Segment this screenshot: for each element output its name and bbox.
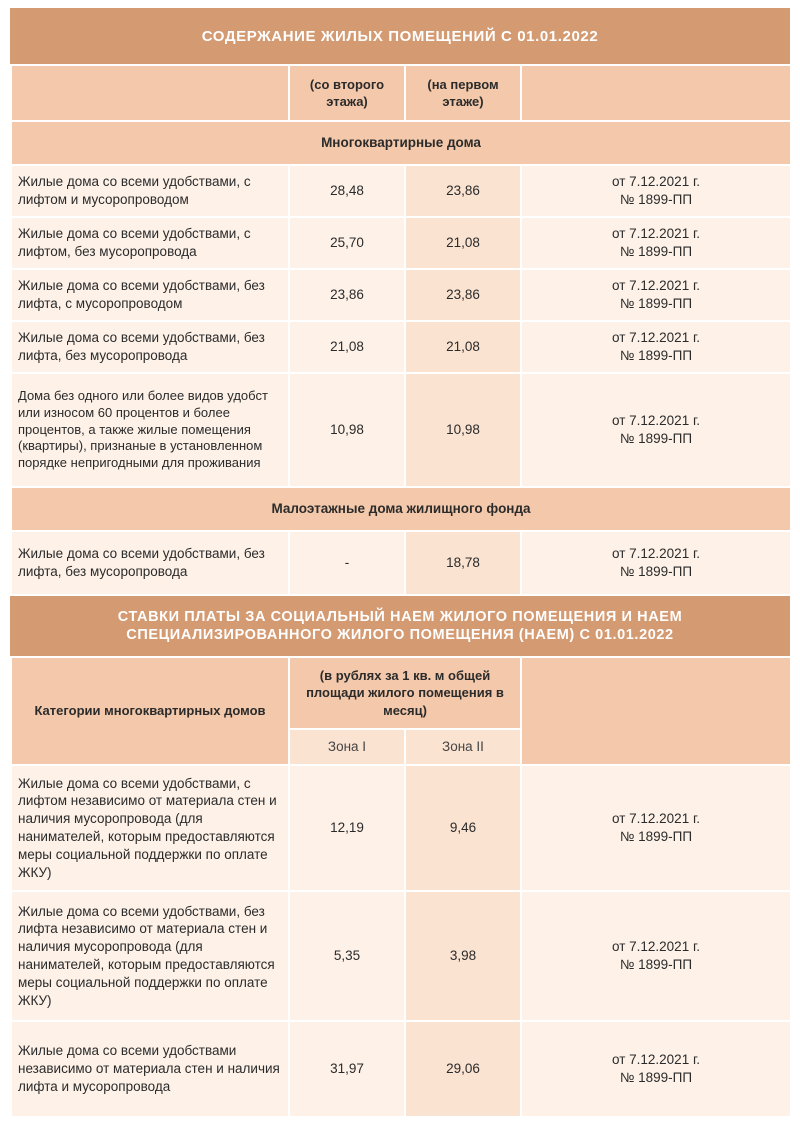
table-row: [11, 269, 791, 321]
row-value-2: 23,86: [405, 269, 521, 321]
group-header-row: [11, 121, 791, 165]
section1-title: СОДЕРЖАНИЕ ЖИЛЫХ ПОМЕЩЕНИЙ С 01.01.2022: [10, 8, 790, 64]
zone-1-header: Зона I: [289, 729, 405, 765]
section1-header-empty: [11, 65, 289, 121]
row-value-zone-1: 5,35: [289, 891, 405, 1021]
row-value-2: 23,86: [405, 165, 521, 217]
doc-date: от 7.12.2021 г.: [612, 546, 700, 562]
doc-number: № 1899-ПП: [619, 348, 693, 363]
row-value-zone-1: 12,19: [289, 765, 405, 891]
doc-date: от 7.12.2021 г.: [612, 939, 700, 955]
doc-date: от 7.12.2021 г.: [612, 811, 700, 827]
row-document: [521, 891, 791, 1021]
col-header-from-second-floor: (со второго этажа): [289, 65, 405, 121]
table-row: [11, 531, 791, 595]
table-row: [11, 373, 791, 487]
table-row: [11, 765, 791, 891]
group-title-low-rise: Малоэтажные дома жилищного фонда: [11, 487, 791, 531]
doc-date: от 7.12.2021 г.: [612, 330, 700, 346]
row-document: [521, 1021, 791, 1117]
doc-date: от 7.12.2021 г.: [612, 226, 700, 242]
table-row: [11, 165, 791, 217]
table-row: [11, 891, 791, 1021]
row-value-zone-2: 9,46: [405, 765, 521, 891]
doc-number: № 1899-ПП: [619, 564, 693, 579]
row-document: [521, 269, 791, 321]
row-value-zone-2: 3,98: [405, 891, 521, 1021]
row-category: Жилые дома со всеми удобствами, без лифта, без мусоропровода: [11, 531, 289, 595]
doc-number: № 1899-ПП: [619, 829, 693, 844]
row-value-1: 23,86: [289, 269, 405, 321]
row-value-1: 10,98: [289, 373, 405, 487]
row-document: [521, 165, 791, 217]
row-value-2: 18,78: [405, 531, 521, 595]
row-category: Жилые дома со всеми удобствами, без лифта, без мусоропровода: [11, 321, 289, 373]
row-category: Жилые дома со всеми удобствами, без лифта, с мусоропроводом: [11, 269, 289, 321]
row-category: Дома без одного или более видов удобст или износом 60 процентов и более процентов, а также жилые помещения (квартиры), признаные в установленном порядке непригодными для проживания: [11, 373, 289, 487]
row-category: Жилые дома со всеми удобствами, с лифтом независимо от материала стен и наличия мусоропровода (для нанимателей, которым предоставляются меры социальной поддержки по оплате ЖКУ): [11, 765, 289, 891]
table-row: [11, 321, 791, 373]
doc-number: № 1899-ПП: [619, 192, 693, 207]
row-category: Жилые дома со всеми удобствами, без лифта независимо от материала стен и наличия мусоропровода (для нанимателей, которым предоставляются меры социальной поддержки по оплате ЖКУ): [11, 891, 289, 1021]
row-value-2: 10,98: [405, 373, 521, 487]
row-value-1: 28,48: [289, 165, 405, 217]
row-value-2: 21,08: [405, 217, 521, 269]
group-title-apartment-buildings: Многоквартирные дома: [11, 121, 791, 165]
doc-date: от 7.12.2021 г.: [612, 1052, 700, 1068]
doc-number: № 1899-ПП: [619, 1070, 693, 1085]
table-row: [11, 217, 791, 269]
row-value-1: 25,70: [289, 217, 405, 269]
row-value-zone-1: 31,97: [289, 1021, 405, 1117]
row-category: Жилые дома со всеми удобствами независимо от материала стен и наличия лифта и мусоропровода: [11, 1021, 289, 1117]
section1-header-doc: [521, 65, 791, 121]
doc-date: от 7.12.2021 г.: [612, 278, 700, 294]
doc-number: № 1899-ПП: [619, 957, 693, 972]
row-value-1: 21,08: [289, 321, 405, 373]
doc-number: № 1899-ПП: [619, 431, 693, 446]
section2-table: [10, 656, 792, 1118]
section2-header-row: [11, 657, 791, 729]
zone-2-header: Зона II: [405, 729, 521, 765]
group-header-row: [11, 487, 791, 531]
row-document: [521, 217, 791, 269]
row-document: [521, 373, 791, 487]
row-value-zone-2: 29,06: [405, 1021, 521, 1117]
doc-date: от 7.12.2021 г.: [612, 174, 700, 190]
col-header-units: (в рублях за 1 кв. м общей площади жилого помещения в месяц): [289, 657, 521, 729]
row-value-2: 21,08: [405, 321, 521, 373]
section2-header-doc: [521, 657, 791, 765]
col-header-category: Категории многоквартирных домов: [11, 657, 289, 765]
section1-header-row: [11, 65, 791, 121]
doc-number: № 1899-ПП: [619, 244, 693, 259]
section2-title: СТАВКИ ПЛАТЫ ЗА СОЦИАЛЬНЫЙ НАЕМ ЖИЛОГО ПОМЕЩЕНИЯ И НАЕМ СПЕЦИАЛИЗИРОВАННОГО ЖИЛОГО ПОМЕЩЕНИЯ (НАЕМ) С 01.01.2022: [10, 596, 790, 656]
row-category: Жилые дома со всеми удобствами, с лифтом и мусоропроводом: [11, 165, 289, 217]
section1-table: [10, 64, 792, 596]
row-document: [521, 531, 791, 595]
doc-number: № 1899-ПП: [619, 296, 693, 311]
row-document: [521, 765, 791, 891]
row-value-1: -: [289, 531, 405, 595]
col-header-first-floor: (на первом этаже): [405, 65, 521, 121]
table-row: [11, 1021, 791, 1117]
doc-date: от 7.12.2021 г.: [612, 413, 700, 429]
row-document: [521, 321, 791, 373]
row-category: Жилые дома со всеми удобствами, с лифтом, без мусоропровода: [11, 217, 289, 269]
